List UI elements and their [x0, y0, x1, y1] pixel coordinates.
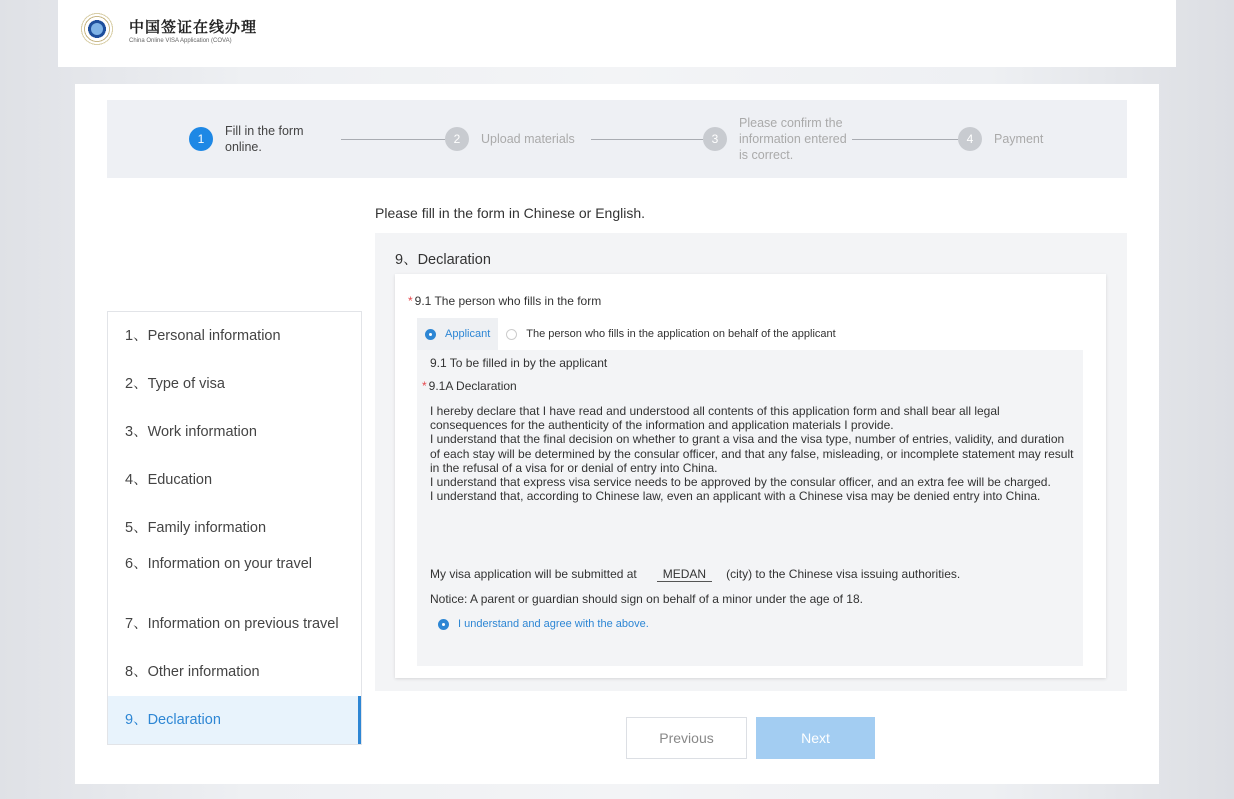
- section-title: 9、Declaration: [395, 252, 491, 268]
- declaration-box: [417, 350, 1083, 666]
- applicant-subheading: 9.1 To be filled in by the applicant: [430, 356, 608, 370]
- step-number: 2: [445, 127, 469, 151]
- step-number: 3: [703, 127, 727, 151]
- filler-question-label: * 9.1 The person who fills in the form: [408, 294, 602, 308]
- main-card: [75, 84, 1159, 784]
- step-label: Fill in the form online.: [225, 124, 304, 154]
- brand-title-cn: 中国签证在线办理: [129, 19, 258, 36]
- sidebar-item-previous-travel[interactable]: 7、Information on previous travel: [125, 616, 339, 632]
- declaration-paragraph: I hereby declare that I have read and understood all contents of this application form and shall bear all legal consequences for the authenticity of the information and application materials I provide.: [430, 404, 1000, 433]
- sidebar-item-other-information[interactable]: 8、Other information: [125, 664, 260, 680]
- step-label: Payment: [994, 132, 1044, 146]
- radio-checked-icon: [438, 619, 449, 630]
- declaration-paragraph: I understand that the final decision on whether to grant a visa and the visa type, number of entries, validity, and duration of each stay will be determined by the consular officer, and that any false, misleading, or incomplete statement may result in the refusal of a visa for or denial of entry into China.: [430, 432, 1074, 475]
- cova-logo-icon: [80, 12, 114, 46]
- brand-title-en: China Online VISA Application (COVA): [129, 38, 232, 44]
- sidebar-item-family-information[interactable]: 5、Family information: [125, 520, 267, 536]
- sidebar-item-work-information[interactable]: 3、Work information: [125, 424, 257, 440]
- declaration-paragraph: I understand that, according to Chinese law, even an applicant with a Chinese visa may be denied entry into China.: [430, 489, 1041, 504]
- previous-button[interactable]: Previous: [626, 717, 747, 759]
- agree-radio[interactable]: I understand and agree with the above.: [438, 618, 649, 630]
- step-number: 1: [189, 127, 213, 151]
- declaration-text: [430, 404, 1075, 503]
- step-number: 4: [958, 127, 982, 151]
- sidebar-item-type-of-visa[interactable]: 2、Type of visa: [125, 376, 225, 392]
- required-asterisk: *: [422, 379, 427, 393]
- agent-radio[interactable]: The person who fills in the application on behalf of the applicant: [498, 318, 843, 350]
- declaration-paragraph: I understand that express visa service needs to be approved by the consular officer, and an extra fee will be charged.: [430, 475, 1051, 490]
- required-asterisk: *: [408, 294, 413, 308]
- step-2: [445, 100, 575, 178]
- submission-city-value: MEDAN: [657, 567, 712, 582]
- sidebar-item-travel-information[interactable]: 6、Information on your travel: [125, 556, 312, 572]
- progress-steps: [107, 100, 1127, 178]
- step-connector: [591, 139, 703, 140]
- step-label: Upload materials: [481, 132, 575, 146]
- top-header: [58, 0, 1176, 67]
- section-sidebar: [107, 311, 362, 745]
- submission-city-line: My visa application will be submitted at MEDAN (city) to the Chinese visa issuing authorities.: [430, 567, 961, 581]
- declaration-form-card: [395, 274, 1106, 678]
- sidebar-item-education[interactable]: 4、Education: [125, 472, 213, 488]
- step-label: Please confirm the information entered is correct.: [739, 116, 847, 162]
- form-language-hint: Please fill in the form in Chinese or English.: [375, 205, 646, 221]
- step-1: [189, 100, 325, 178]
- declaration-label: * 9.1A Declaration: [422, 379, 517, 393]
- applicant-radio[interactable]: Applicant: [417, 318, 498, 350]
- radio-checked-icon: [425, 329, 436, 340]
- declaration-section: [375, 233, 1127, 691]
- radio-unchecked-icon: [506, 329, 517, 340]
- step-4: [958, 100, 1043, 178]
- step-connector: [341, 139, 445, 140]
- minor-notice: Notice: A parent or guardian should sign on behalf of a minor under the age of 18.: [430, 592, 863, 606]
- step-3: [703, 100, 851, 178]
- step-connector: [852, 139, 958, 140]
- sidebar-item-declaration[interactable]: 9、Declaration: [108, 696, 361, 744]
- filler-radio-group: [417, 318, 844, 350]
- sidebar-item-personal-information[interactable]: 1、Personal information: [125, 328, 281, 344]
- next-button[interactable]: Next: [756, 717, 875, 759]
